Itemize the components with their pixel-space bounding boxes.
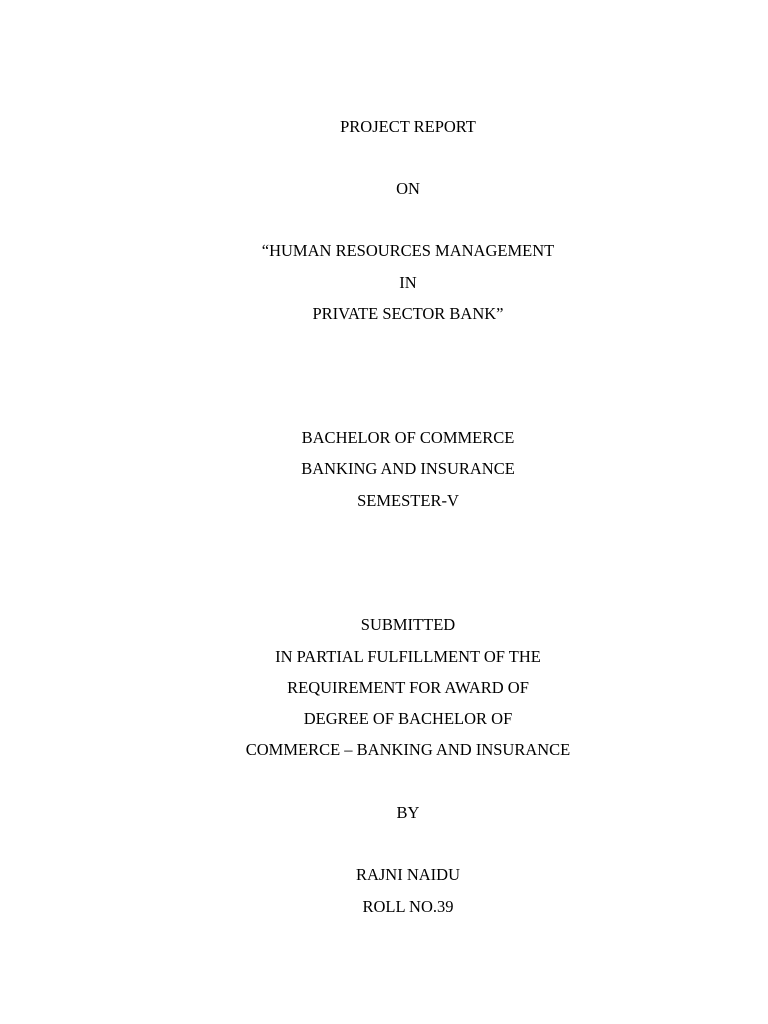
- on-label: ON: [396, 179, 420, 198]
- project-title-line-3: PRIVATE SECTOR BANK”: [312, 304, 504, 323]
- roll-number: ROLL NO.39: [362, 897, 454, 916]
- project-title-line-1: “HUMAN RESOURCES MANAGEMENT: [261, 241, 555, 260]
- submission-line-1: IN PARTIAL FULFILLMENT OF THE: [275, 647, 541, 666]
- submission-line-2: REQUIREMENT FOR AWARD OF: [287, 678, 529, 697]
- author-name: RAJNI NAIDU: [355, 865, 461, 884]
- degree-name: BACHELOR OF COMMERCE: [301, 428, 515, 447]
- by-label: BY: [396, 803, 420, 822]
- semester: SEMESTER-V: [357, 491, 459, 510]
- submission-line-4: COMMERCE – BANKING AND INSURANCE: [245, 740, 571, 759]
- degree-specialization: BANKING AND INSURANCE: [301, 459, 515, 478]
- project-title-line-2: IN: [399, 273, 417, 292]
- submission-line-3: DEGREE OF BACHELOR OF: [303, 709, 513, 728]
- submitted-label: SUBMITTED: [360, 615, 456, 634]
- report-type: PROJECT REPORT: [340, 117, 476, 136]
